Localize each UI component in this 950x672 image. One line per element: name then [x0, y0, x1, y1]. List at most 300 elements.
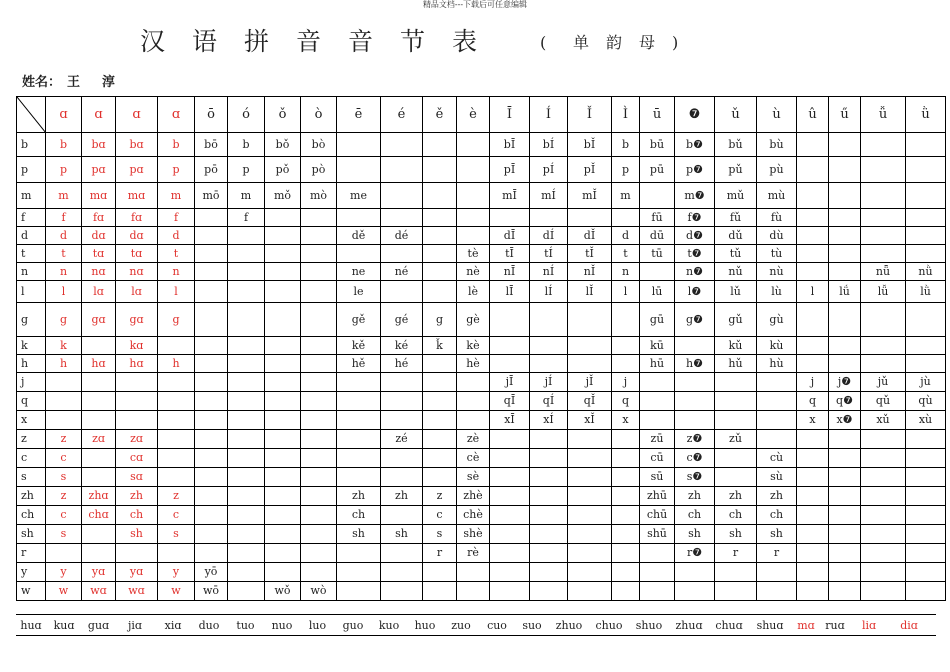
initial-label: ch [17, 506, 46, 525]
syllable-cell: wò [301, 582, 337, 601]
syllable-cell [829, 337, 861, 355]
syllable-cell: b [158, 133, 195, 157]
syllable-cell [797, 582, 829, 601]
syllable-cell [301, 525, 337, 544]
syllable-cell [861, 209, 906, 227]
syllable-cell [265, 544, 301, 563]
syllable-cell: s [158, 525, 195, 544]
syllable-cell: dé [381, 227, 423, 245]
syllable-cell: zh [757, 487, 797, 506]
syllable-cell [906, 183, 946, 209]
syllable-cell [337, 449, 381, 468]
syllable-cell [457, 133, 490, 157]
syllable-cell: zhū [640, 487, 675, 506]
column-header: ó [228, 97, 265, 133]
syllable-cell: z [423, 487, 457, 506]
syllable-cell: s [46, 525, 82, 544]
syllable-cell [228, 506, 265, 525]
syllable-cell: tè [457, 245, 490, 263]
syllable-cell [423, 430, 457, 449]
syllable-cell: sh [757, 525, 797, 544]
syllable-cell: t [46, 245, 82, 263]
syllable-cell: fù [757, 209, 797, 227]
syllable-cell [530, 544, 568, 563]
syllable-cell [158, 449, 195, 468]
syllable-cell [612, 544, 640, 563]
syllable-cell [906, 544, 946, 563]
syllable-cell: c [158, 506, 195, 525]
syllable-cell [423, 449, 457, 468]
table-corner [17, 97, 46, 133]
syllable-cell [612, 209, 640, 227]
syllable-cell [797, 563, 829, 582]
syllable-cell [116, 411, 158, 430]
syllable-cell [423, 133, 457, 157]
syllable-cell [906, 337, 946, 355]
syllable-cell [715, 582, 757, 601]
syllable-cell: shū [640, 525, 675, 544]
syllable-cell: zh [715, 487, 757, 506]
syllable-cell [612, 525, 640, 544]
syllable-cell: hé [381, 355, 423, 373]
syllable-cell: n [158, 263, 195, 281]
bottom-syllable: duo [198, 618, 220, 632]
syllable-cell [675, 563, 715, 582]
syllable-cell [530, 468, 568, 487]
syllable-cell [158, 373, 195, 392]
syllable-cell: sh [337, 525, 381, 544]
column-header: ō [195, 97, 228, 133]
initial-label: b [17, 133, 46, 157]
syllable-cell [861, 245, 906, 263]
bottom-syllable: guo [342, 618, 364, 632]
syllable-cell: p [228, 157, 265, 183]
syllable-cell [301, 227, 337, 245]
syllable-cell: tÍ [530, 245, 568, 263]
syllable-cell: lǘ [829, 281, 861, 303]
syllable-cell: qǏ [568, 392, 612, 411]
syllable-cell: tū [640, 245, 675, 263]
table-row [17, 263, 946, 281]
bottom-syllable: jiɑ [128, 618, 142, 632]
syllable-cell [301, 487, 337, 506]
syllable-cell: p [46, 157, 82, 183]
syllable-cell: kù [757, 337, 797, 355]
syllable-cell [423, 411, 457, 430]
syllable-cell: nè [457, 263, 490, 281]
initial-label: x [17, 411, 46, 430]
table-row [17, 449, 946, 468]
syllable-cell: g❼ [675, 303, 715, 337]
syllable-cell [228, 281, 265, 303]
title-char: 表 [452, 27, 478, 56]
syllable-cell: m [228, 183, 265, 209]
syllable-cell: p [612, 157, 640, 183]
syllable-cell [457, 582, 490, 601]
syllable-cell: ch [715, 506, 757, 525]
syllable-cell: b [228, 133, 265, 157]
initial-label: s [17, 468, 46, 487]
syllable-cell [906, 157, 946, 183]
syllable-cell: hě [337, 355, 381, 373]
table-row [17, 303, 946, 337]
syllable-cell [195, 303, 228, 337]
syllable-cell [265, 563, 301, 582]
column-header: û [797, 97, 829, 133]
syllable-cell [381, 544, 423, 563]
syllable-cell: z [46, 487, 82, 506]
syllable-cell: rè [457, 544, 490, 563]
initial-label: y [17, 563, 46, 582]
syllable-cell: cū [640, 449, 675, 468]
bottom-syllable: huo [414, 618, 436, 632]
syllable-cell [265, 245, 301, 263]
syllable-cell [228, 245, 265, 263]
syllable-cell [457, 183, 490, 209]
syllable-cell: h❼ [675, 355, 715, 373]
subtitle-char: 母 [639, 33, 656, 52]
syllable-cell [861, 506, 906, 525]
initial-label: q [17, 392, 46, 411]
syllable-cell [757, 582, 797, 601]
syllable-cell: mÍ [530, 183, 568, 209]
syllable-cell [861, 544, 906, 563]
syllable-cell [757, 411, 797, 430]
syllable-cell: gù [757, 303, 797, 337]
syllable-cell [228, 525, 265, 544]
syllable-cell: bō [195, 133, 228, 157]
syllable-cell [906, 563, 946, 582]
syllable-cell [423, 209, 457, 227]
bottom-syllable: shuɑ [756, 618, 784, 632]
syllable-cell: bɑ [82, 133, 116, 157]
syllable-cell: wō [195, 582, 228, 601]
syllable-cell [337, 430, 381, 449]
syllable-cell: sh [675, 525, 715, 544]
syllable-cell [381, 183, 423, 209]
syllable-cell [82, 544, 116, 563]
syllable-cell [195, 209, 228, 227]
bottom-syllable: kuo [378, 618, 400, 632]
syllable-cell: l❼ [675, 281, 715, 303]
syllable-cell [337, 582, 381, 601]
syllable-cell: xǔ [861, 411, 906, 430]
syllable-cell [797, 430, 829, 449]
syllable-cell: c❼ [675, 449, 715, 468]
table-row [17, 582, 946, 601]
syllable-cell [301, 411, 337, 430]
syllable-cell [82, 468, 116, 487]
table-row [17, 133, 946, 157]
initial-label: j [17, 373, 46, 392]
bottom-syllable: tuo [236, 618, 255, 632]
syllable-cell: bǔ [715, 133, 757, 157]
syllable-cell [797, 183, 829, 209]
syllable-cell [568, 563, 612, 582]
syllable-cell: xù [906, 411, 946, 430]
syllable-cell [423, 281, 457, 303]
syllable-cell: zé [381, 430, 423, 449]
syllable-cell [490, 525, 530, 544]
syllable-cell: dū [640, 227, 675, 245]
syllable-cell [861, 133, 906, 157]
syllable-cell [195, 373, 228, 392]
syllable-cell: pǏ [568, 157, 612, 183]
column-header: ɑ [82, 97, 116, 133]
syllable-cell: lĪ [490, 281, 530, 303]
syllable-cell [530, 582, 568, 601]
syllable-cell [195, 227, 228, 245]
syllable-cell [195, 355, 228, 373]
syllable-cell: b❼ [675, 133, 715, 157]
syllable-cell [423, 183, 457, 209]
syllable-cell [490, 355, 530, 373]
syllable-cell [568, 303, 612, 337]
syllable-cell [829, 355, 861, 373]
syllable-cell [265, 525, 301, 544]
syllable-cell [797, 525, 829, 544]
syllable-cell [675, 582, 715, 601]
syllable-cell: lÍ [530, 281, 568, 303]
syllable-cell: t [158, 245, 195, 263]
table-row [17, 157, 946, 183]
bottom-syllable: suo [522, 618, 542, 632]
syllable-cell [337, 563, 381, 582]
syllable-cell: ch [337, 506, 381, 525]
syllable-cell: l [612, 281, 640, 303]
page-header: 精品文档---下载后可任意编辑 [422, 0, 528, 9]
syllable-cell: né [381, 263, 423, 281]
initial-label: l [17, 281, 46, 303]
syllable-cell [675, 337, 715, 355]
syllable-cell: n [612, 263, 640, 281]
syllable-cell: c [46, 506, 82, 525]
syllable-cell: kū [640, 337, 675, 355]
syllable-cell [82, 392, 116, 411]
syllable-cell: r [423, 544, 457, 563]
column-header: ɑ [116, 97, 158, 133]
syllable-cell [612, 468, 640, 487]
syllable-cell: r [757, 544, 797, 563]
column-header: ū [640, 97, 675, 133]
syllable-cell: m❼ [675, 183, 715, 209]
syllable-cell: c [423, 506, 457, 525]
syllable-cell: q❼ [829, 392, 861, 411]
syllable-cell [490, 430, 530, 449]
syllable-cell [715, 411, 757, 430]
table-row [17, 411, 946, 430]
syllable-cell [829, 157, 861, 183]
syllable-cell [861, 430, 906, 449]
syllable-cell: nĪ [490, 263, 530, 281]
syllable-cell: fɑ [82, 209, 116, 227]
syllable-cell [301, 373, 337, 392]
syllable-cell: xǏ [568, 411, 612, 430]
title-char: 音 [296, 27, 322, 56]
syllable-cell: z [46, 430, 82, 449]
syllable-cell: dɑ [116, 227, 158, 245]
syllable-cell [906, 582, 946, 601]
syllable-cell: ǩ [423, 337, 457, 355]
syllable-cell [797, 133, 829, 157]
syllable-cell: sh [381, 525, 423, 544]
syllable-cell [612, 487, 640, 506]
table-header-row [17, 97, 946, 133]
syllable-cell [158, 468, 195, 487]
syllable-cell [457, 563, 490, 582]
syllable-cell [906, 355, 946, 373]
bottom-syllable-row [16, 614, 936, 636]
syllable-cell: pɑ [116, 157, 158, 183]
syllable-cell: tɑ [116, 245, 158, 263]
syllable-cell: lǚ [861, 281, 906, 303]
syllable-cell [906, 525, 946, 544]
syllable-cell [640, 373, 675, 392]
syllable-cell [861, 183, 906, 209]
syllable-cell [715, 449, 757, 468]
initial-label: n [17, 263, 46, 281]
syllable-cell: f [46, 209, 82, 227]
syllable-cell [423, 392, 457, 411]
syllable-cell: tɑ [82, 245, 116, 263]
syllable-cell: q [797, 392, 829, 411]
bottom-syllable: kuɑ [53, 618, 75, 632]
syllable-cell: gɑ [82, 303, 116, 337]
syllable-cell: nÍ [530, 263, 568, 281]
initial-label: zh [17, 487, 46, 506]
syllable-cell [757, 392, 797, 411]
syllable-cell [228, 263, 265, 281]
syllable-cell: bǒ [265, 133, 301, 157]
syllable-cell: jÍ [530, 373, 568, 392]
syllable-cell: mǏ [568, 183, 612, 209]
syllable-cell [337, 544, 381, 563]
column-header: ❼ [675, 97, 715, 133]
syllable-cell [337, 245, 381, 263]
syllable-cell: pǒ [265, 157, 301, 183]
syllable-cell [861, 487, 906, 506]
table-row [17, 245, 946, 263]
syllable-cell [46, 392, 82, 411]
syllable-cell [568, 355, 612, 373]
syllable-cell [568, 468, 612, 487]
table-row [17, 281, 946, 303]
syllable-cell [568, 525, 612, 544]
syllable-cell: h [158, 355, 195, 373]
syllable-cell: chɑ [82, 506, 116, 525]
syllable-cell: dě [337, 227, 381, 245]
syllable-cell [530, 355, 568, 373]
syllable-cell [337, 411, 381, 430]
syllable-cell: qĪ [490, 392, 530, 411]
initial-label: z [17, 430, 46, 449]
column-header: Ì [612, 97, 640, 133]
syllable-cell: nɑ [116, 263, 158, 281]
syllable-cell [861, 355, 906, 373]
syllable-cell: hɑ [116, 355, 158, 373]
syllable-cell [301, 263, 337, 281]
table-row [17, 227, 946, 245]
syllable-cell [301, 563, 337, 582]
syllable-cell [757, 373, 797, 392]
syllable-cell: lǏ [568, 281, 612, 303]
syllable-cell [381, 133, 423, 157]
syllable-cell [490, 303, 530, 337]
syllable-cell: gɑ [116, 303, 158, 337]
syllable-cell [301, 281, 337, 303]
syllable-cell [265, 373, 301, 392]
syllable-cell [337, 373, 381, 392]
syllable-cell [82, 373, 116, 392]
syllable-cell: b [612, 133, 640, 157]
syllable-cell: t [612, 245, 640, 263]
column-header: ɑ [46, 97, 82, 133]
syllable-cell [457, 227, 490, 245]
syllable-cell: tǔ [715, 245, 757, 263]
bottom-syllable: huɑ [20, 618, 42, 632]
syllable-cell: dǔ [715, 227, 757, 245]
syllable-cell [195, 337, 228, 355]
syllable-cell [228, 563, 265, 582]
syllable-cell [301, 430, 337, 449]
syllable-cell [568, 506, 612, 525]
syllable-cell [906, 487, 946, 506]
syllable-cell [612, 506, 640, 525]
syllable-cell [301, 392, 337, 411]
syllable-cell [195, 411, 228, 430]
syllable-cell: hǔ [715, 355, 757, 373]
syllable-cell [829, 506, 861, 525]
subtitle-char: ) [672, 33, 679, 52]
syllable-cell [568, 582, 612, 601]
syllable-cell [490, 563, 530, 582]
syllable-cell: z❼ [675, 430, 715, 449]
syllable-cell [381, 245, 423, 263]
syllable-cell [640, 392, 675, 411]
syllable-cell: sh [715, 525, 757, 544]
syllable-cell [797, 227, 829, 245]
syllable-cell [423, 157, 457, 183]
initial-label: w [17, 582, 46, 601]
syllable-cell [490, 337, 530, 355]
initial-label: f [17, 209, 46, 227]
table-row [17, 183, 946, 209]
syllable-cell: y [158, 563, 195, 582]
syllable-cell [861, 468, 906, 487]
syllable-cell: tǏ [568, 245, 612, 263]
syllable-cell: kɑ [116, 337, 158, 355]
syllable-cell: lǔ [715, 281, 757, 303]
syllable-cell [381, 411, 423, 430]
bottom-syllable: luo [308, 618, 327, 632]
syllable-cell: gū [640, 303, 675, 337]
syllable-cell: xÍ [530, 411, 568, 430]
syllable-cell: ne [337, 263, 381, 281]
syllable-cell: zh [116, 487, 158, 506]
syllable-cell [195, 430, 228, 449]
syllable-cell [757, 430, 797, 449]
syllable-cell: m [612, 183, 640, 209]
syllable-cell: yɑ [82, 563, 116, 582]
syllable-cell: f [158, 209, 195, 227]
syllable-cell: bÍ [530, 133, 568, 157]
syllable-cell: cù [757, 449, 797, 468]
syllable-cell [797, 245, 829, 263]
initial-label: sh [17, 525, 46, 544]
syllable-cell: t❼ [675, 245, 715, 263]
syllable-cell [640, 263, 675, 281]
syllable-cell [530, 337, 568, 355]
